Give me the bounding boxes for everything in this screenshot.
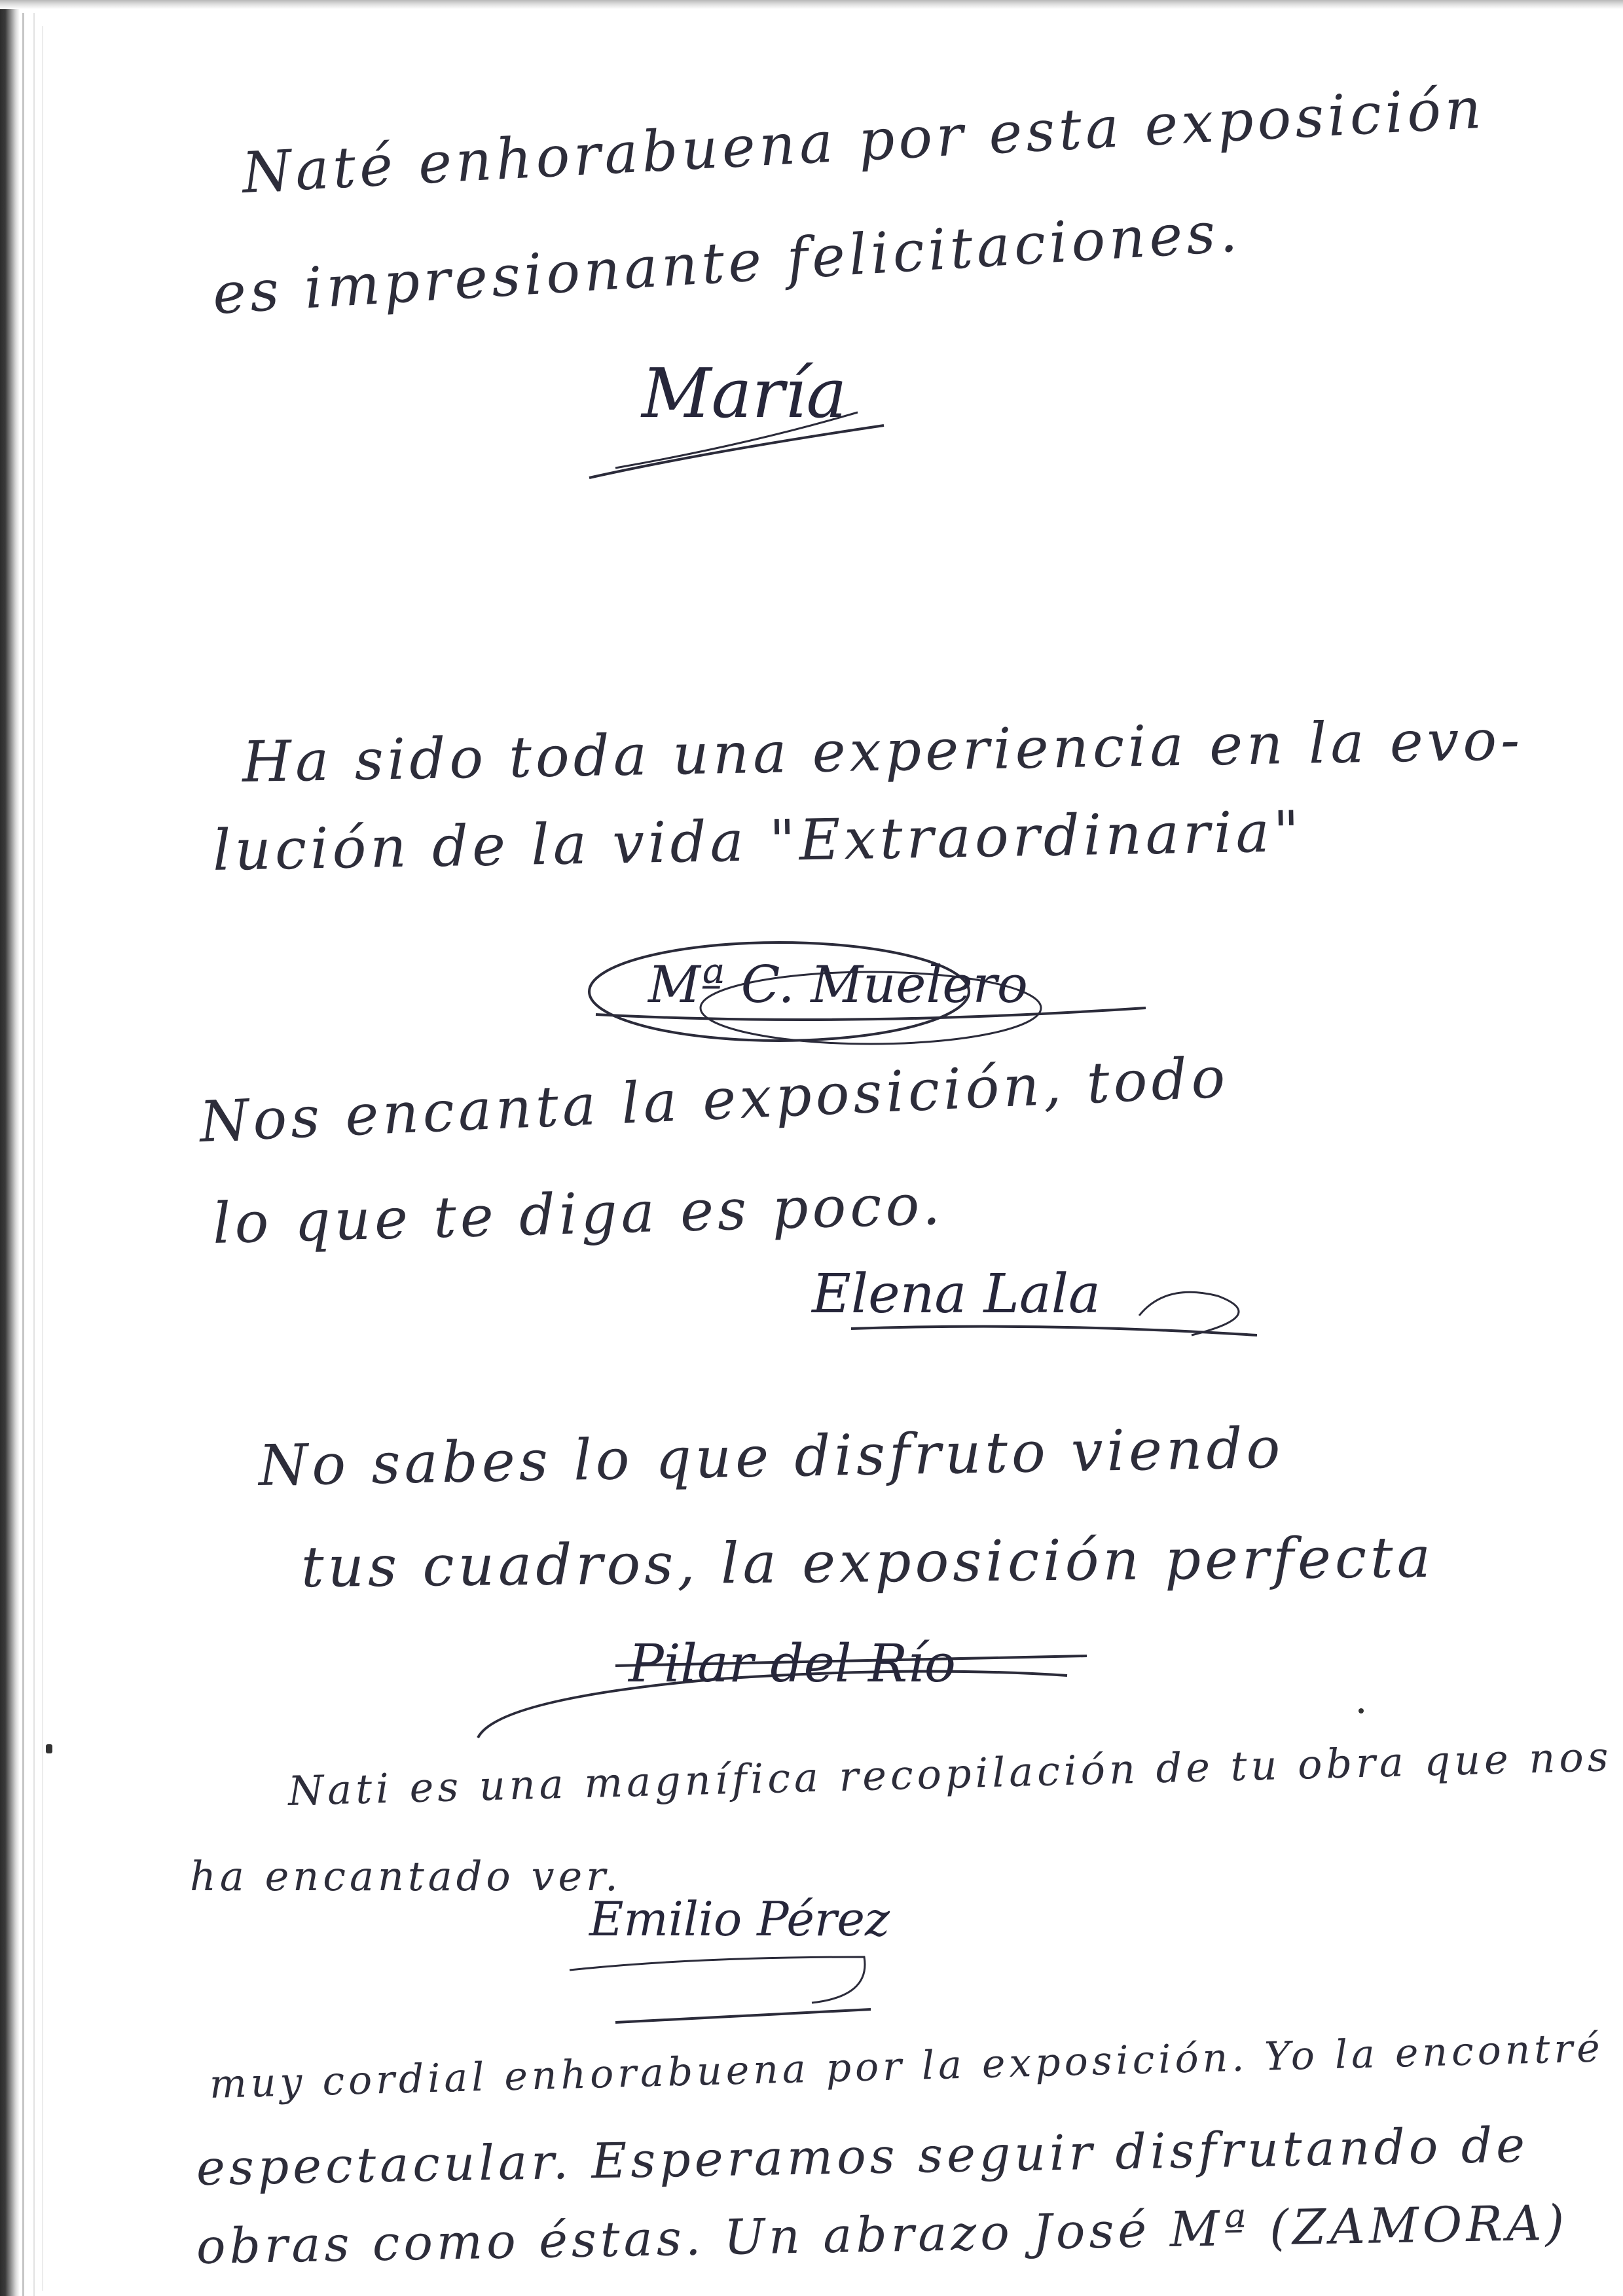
entry-4-signature xyxy=(458,1620,1100,1754)
entry-6-line-2: espectacular. Esperamos seguir disfrutando de xyxy=(196,2117,1529,2197)
scan-top-edge xyxy=(0,0,1623,9)
entry-4-line-1: No sabes lo que disfruto viendo xyxy=(258,1415,1285,1499)
entry-1-line-2: es impresionante felicitaciones. xyxy=(210,199,1243,327)
entry-5-line-1: Nati es una magnífica recopilación de tu obra que nos xyxy=(287,1732,1613,1815)
entry-4-line-2: tus cuadros, la exposición perfecta xyxy=(301,1524,1435,1600)
entry-2-line-1: Ha sido toda una experiencia en la evo- xyxy=(242,707,1524,795)
entry-5-signature-text: Emilio Pérez xyxy=(589,1892,890,1946)
entry-2-signature-text: Mª C. Muelero xyxy=(648,956,1028,1014)
entry-3-signature xyxy=(799,1257,1270,1358)
scan-left-edge xyxy=(0,0,20,2296)
page-border xyxy=(22,13,35,2296)
entry-3-line-2: lo que te diga es poco. xyxy=(211,1172,945,1257)
binding-mark xyxy=(46,1744,52,1753)
entry-1-signature-text: María xyxy=(642,353,847,433)
page-border-inner xyxy=(42,26,43,2291)
entry-5-signature xyxy=(563,1885,890,2032)
entry-5-line-2: ha encantado ver. xyxy=(190,1852,622,1900)
entry-6-line-3: obras como éstas. Un abrazo José Mª (ZAMORA) xyxy=(196,2195,1569,2275)
entry-6-line-1: muy cordial enhorabuena por la exposición. Yo la encontré xyxy=(209,2025,1605,2108)
entry-3-signature-text: Elena Lala xyxy=(812,1263,1101,1325)
entry-2-line-2: lución de la vida "Extraordinaria" xyxy=(212,798,1304,884)
entry-1-signature xyxy=(576,340,917,494)
ink-dot xyxy=(1359,1708,1364,1713)
entry-1-line-1: Naté enhorabuena por esta exposición xyxy=(240,75,1487,206)
entry-3-line-1: Nos encanta la exposición, todo xyxy=(198,1045,1231,1155)
entry-4-signature-text: Pilar del Río xyxy=(629,1633,956,1694)
